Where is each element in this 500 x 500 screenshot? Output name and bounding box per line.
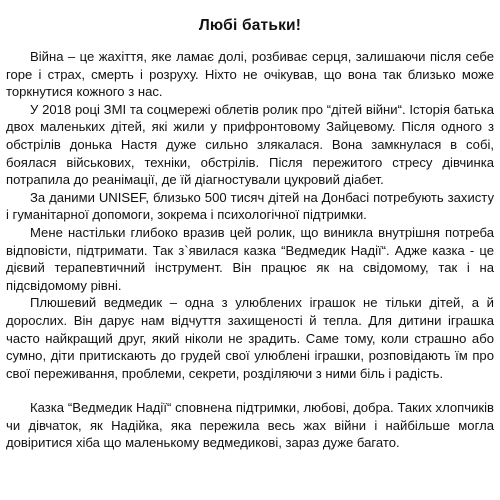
paragraph-fairy-tale-origin: Мене настільки глибоко вразив цей ролик, що виникла внутрішня потреба відповісти, підтримати. Так з`явилася казка “Ведмедик Надії“. Адже казка - це дієвий терапевтичний інструмент. Він працює як на свідомому, так і на підсвідомому рівні.	[6, 224, 494, 293]
paragraph-war: Війна – це жахіття, яке ламає долі, розбиває серця, залишаючи після себе горе і страх, смерть і розруху. Ніхто не очікував, що вона так близько може торкнутися кожного з нас.	[6, 49, 494, 100]
paragraph-fairy-tale-summary: Казка “Ведмедик Надії“ сповнена підтримки, любові, добра. Таких хлопчиків чи дівчаток, як Надійка, яка пережила весь жах війни і найбільше могла довіритися хіба що маленькому ведмедикові, зараз дуже багато.	[6, 400, 494, 451]
paragraph-teddy-bear: Плюшевий ведмедик – одна з улюблених іграшок не тільки дітей, а й дорослих. Він дарує нам відчуття захищеності й тепла. Для дитини іграшка часто найкращий друг, який ніколи не зрадить. Саме тому, коли страшно або сумно, діти притискають до грудей свої улюблені іграшки, розповідають їм про свої переживання, проблеми, секрети, розділяючи з ними біль і радість.	[6, 295, 494, 381]
paragraph-video-story: У 2018 році ЗМІ та соцмережі облетів ролик про “дітей війни“. Історія батька двох маленьких дітей, які жили у прифронтовому Зайцевому. Після одного з обстрілів донька Настя дуже сильно злякалася. Вона замкнулася в собі, боялася військових, техніки, обстрілів. Після пережитого стресу дівчинка потрапила до реанімації, де їй діагностували цукровий діабет.	[6, 101, 494, 188]
paragraph-unicef-data: За даними UNISEF, близько 500 тисяч дітей на Донбасі потребують захисту і гуманітарної допомоги, зокрема і психологічної підтримки.	[6, 189, 494, 223]
letter-title: Любі батьки!	[198, 17, 302, 34]
